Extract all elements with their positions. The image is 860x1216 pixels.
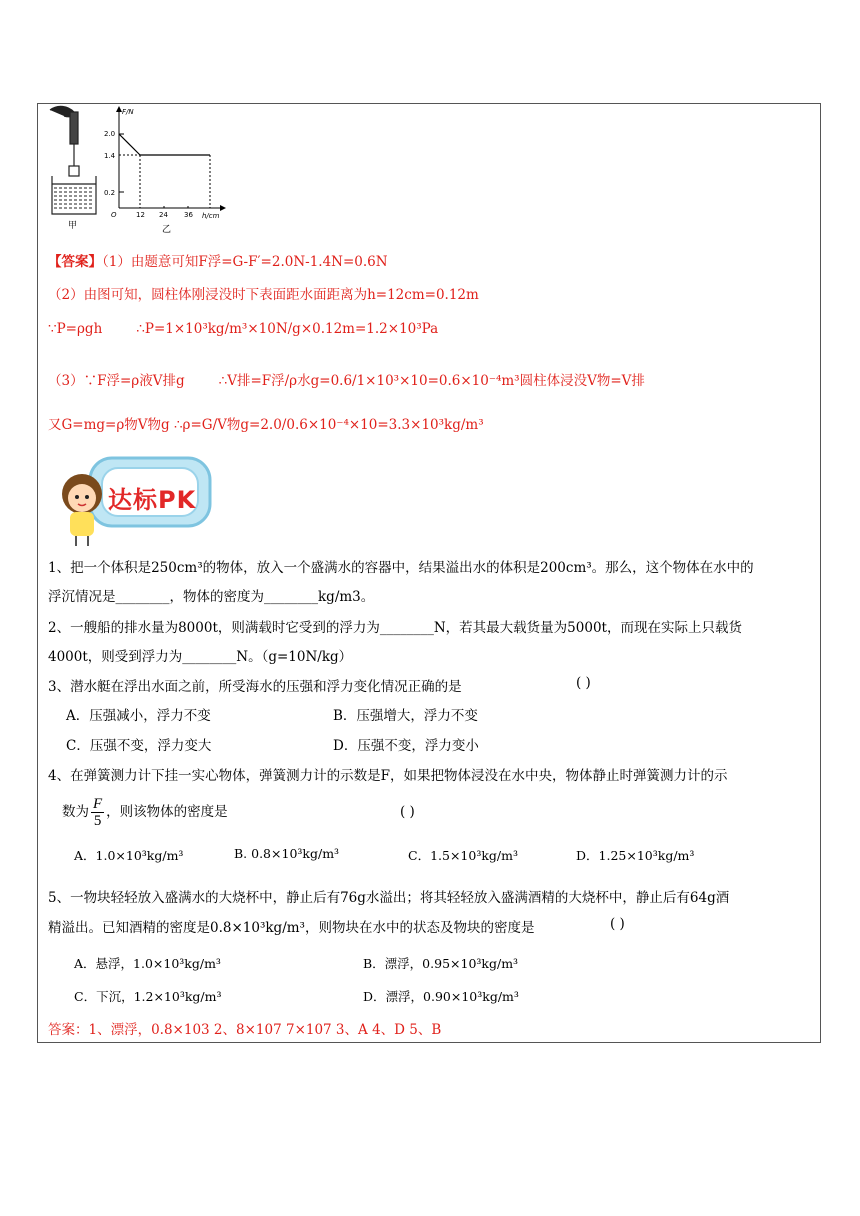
- answer-line-1: 【答案】（1）由题意可知F浮=G-F′=2.0N-1.4N=0.6N: [48, 254, 388, 270]
- question-1-line-2: 浮沉情况是________，物体的密度为________kg/m3。: [48, 589, 375, 605]
- question-5-option-d: D．漂浮，0.90×10³kg/m³: [363, 989, 519, 1004]
- answer-line-5: 又G=mg=ρ物V物g ∴ρ=G/V物g=2.0/0.6×10⁻⁴×10=3.3×10³kg/m³: [48, 417, 484, 433]
- question-2-line-1: 2、一艘船的排水量为8000t，则满载时它受到的浮力为________N，若其最大载货量为5000t，而现在实际上只载货: [48, 620, 742, 636]
- x-tick-24: 24: [159, 211, 168, 219]
- origin-label: O: [111, 211, 117, 219]
- y-axis-label: F/N: [122, 108, 134, 116]
- question-4-line-1: 4、在弹簧测力计下挂一实心物体，弹簧测力计的示数是F，如果把物体浸没在水中央，物体静止时弹簧测力计的示: [48, 768, 728, 784]
- question-5-option-b: B．漂浮，0.95×10³kg/m³: [363, 956, 519, 971]
- question-4-paren: ( ): [400, 804, 415, 820]
- caption-right: 乙: [162, 225, 172, 234]
- question-4-option-b: B. 0.8×10³kg/m³: [234, 846, 340, 861]
- spring-scale-apparatus-icon: [50, 106, 96, 214]
- y-tick-2.0: 2.0: [104, 130, 116, 138]
- question-4-option-c: C．1.5×10³kg/m³: [408, 848, 518, 863]
- graph-line-descending: [119, 134, 140, 155]
- question-1-line-1: 1、把一个体积是250cm³的物体，放入一个盛满水的容器中，结果溢出水的体积是200cm³。那么，这个物体在水中的: [48, 560, 754, 576]
- force-depth-graph: [104, 106, 226, 220]
- y-tick-1.4: 1.4: [104, 152, 116, 160]
- experiment-figure: [44, 104, 244, 234]
- final-answer-line: 答案：1、漂浮，0.8×103 2、8×107 7×107 3、A 4、D 5、B: [48, 1022, 442, 1038]
- y-tick-0.2: 0.2: [104, 189, 116, 197]
- caption-left: 甲: [68, 221, 78, 231]
- badge-text: 达标PK: [108, 486, 197, 514]
- question-3-option-c: C．压强不变，浮力变大: [66, 738, 212, 754]
- x-tick-12: 12: [136, 211, 145, 219]
- question-3-option-a: A．压强减小，浮力不变: [66, 708, 211, 724]
- answer-tag: 【答案】: [48, 254, 102, 270]
- answer-line-2: （2）由图可知，圆柱体刚浸没时下表面距水面距离为h=12cm=0.12m: [48, 287, 479, 303]
- answer-line-3: ∵P=ρgh ∴P=1×10³kg/m³×10N/g×0.12m=1.2×10³Pa: [48, 321, 439, 337]
- answer-line-4: （3）∵F浮=ρ液V排g ∴V排=F浮/ρ水g=0.6/1×10³×10=0.6×10⁻⁴m³圆柱体浸没V物=V排: [48, 373, 645, 389]
- question-3-paren: ( ): [576, 675, 591, 691]
- question-3-option-d: D．压强不变，浮力变小: [333, 738, 479, 754]
- x-axis-label: h/cm: [202, 212, 220, 220]
- question-3-option-b: B．压强增大，浮力不变: [333, 708, 478, 724]
- question-5-paren: ( ): [610, 916, 625, 932]
- question-5-option-a: A．悬浮，1.0×10³kg/m³: [74, 956, 221, 971]
- question-4-option-d: D．1.25×10³kg/m³: [576, 848, 695, 863]
- question-5-line-1: 5、一物块轻轻放入盛满水的大烧杯中，静止后有76g水溢出；将其轻轻放入盛满酒精的大烧杯中，静止后有64g酒: [48, 890, 730, 906]
- fraction-f-over-5: $\frac{F}{5}$: [93, 796, 103, 829]
- question-4-option-a: A．1.0×10³kg/m³: [74, 848, 184, 863]
- question-2-line-2: 4000t，则受到浮力为________N。（g=10N/kg）: [48, 649, 353, 665]
- question-5-line-2: 精溢出。已知酒精的密度是0.8×10³kg/m³，则物块在水中的状态及物块的密度是: [48, 920, 535, 936]
- question-4-line-2: 数为 $\frac{F}{5}$ ，则该物体的密度是: [62, 796, 228, 829]
- question-3-stem: 3、潜水艇在浮出水面之前，所受海水的压强和浮力变化情况正确的是: [48, 679, 462, 695]
- question-5-option-c: C．下沉，1.2×10³kg/m³: [74, 989, 222, 1004]
- x-tick-36: 36: [184, 211, 193, 219]
